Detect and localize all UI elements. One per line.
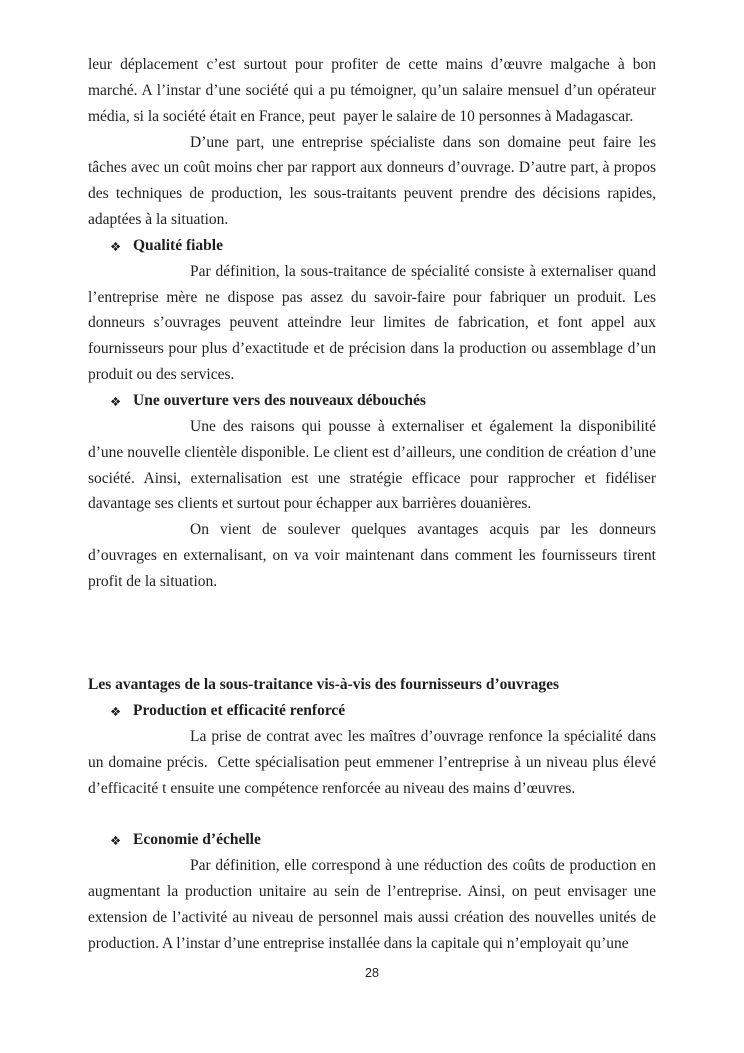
bullet-heading-economie-echelle [88,827,656,853]
vertical-gap-small [88,801,656,827]
section-heading-avantages-fournisseurs: Les avantages de la sous-traitance vis-à-vis des fournisseurs d’ouvrages [88,676,560,694]
paragraph-production-efficacite: La prise de contrat avec les maîtres d’ouvrage renfonce la spécialité dans un domaine précis. Cette spécialisation peut emmener l’entreprise à un niveau plus élevé d’efficacité t ensuite une compétence renforcée au niveau des mains d’œuvres. [88,727,656,797]
page-number: 28 [365,966,379,980]
paragraph-dune-part: D’une part, une entreprise spécialiste dans son domaine peut faire les tâches avec un coût moins cher par rapport aux donneurs d’ouvrage. D’autre part, à propos des techniques de production, les sous-traitants peuvent prendre des décisions rapides, adaptées à la situation. [88,133,656,229]
bullet-heading-label: Production et efficacité renforcé [133,702,346,720]
paragraph-economie-echelle: Par définition, elle correspond à une réduction des coûts de production en augmentant la production unitaire au sein de l’entreprise. Ainsi, on peut envisager une extension de l’activité au niveau de personnel mais aussi création des nouvelles unités de production. A l’instar d’une entreprise installée dans la capitale qui n’employait qu’une [88,857,656,952]
paragraph-labor-cost: leur déplacement c’est surtout pour profiter de cette mains d’œuvre malgache à bon marché. A l’instar d’une société qui a pu témoigner, qu’un salaire mensuel d’un opérateur média, si la société était en France, peut payer le salaire de 10 personnes à Madagascar. [88,56,656,125]
diamond-bullet-icon: ❖ [110,704,122,720]
diamond-bullet-icon: ❖ [110,833,122,849]
page-body [88,52,656,957]
paragraph-ouverture-debouches: Une des raisons qui pousse à externaliser et également la disponibilité d’une nouvelle clientèle disponible. Le client est d’ailleurs, une condition de création d’une société. Ainsi, externalisation est une stratégie efficace pour rapprocher et fidéliser davantage ses clients et surtout pour échapper aux barrières douanières. [88,417,656,513]
bullet-heading-qualite-fiable [88,233,656,259]
bullet-heading-production-efficacite [88,698,656,724]
bullet-heading-label: Qualité fiable [133,236,223,254]
bullet-heading-ouverture-debouches [88,388,656,414]
bullet-heading-label: Une ouverture vers des nouveaux débouchés [133,391,426,409]
diamond-bullet-icon: ❖ [110,393,122,409]
bullet-heading-label: Economie d’échelle [133,831,261,849]
diamond-bullet-icon: ❖ [110,238,122,254]
vertical-gap-large [88,595,656,673]
paragraph-qualite-fiable: Par définition, la sous-traitance de spécialité consiste à externaliser quand l’entreprise mère ne dispose pas assez du savoir-faire pour fabriquer un produit. Les donneurs s’ouvrages peuvent atteindre leur limites de fabrication, et font appel aux fournisseurs pour plus d’exactitude et de précision dans la production ou assemblage d’un produit ou des services. [88,262,656,384]
paragraph-transition: On vient de soulever quelques avantages acquis par les donneurs d’ouvrages en externalisant, on va voir maintenant dans comment les fournisseurs tirent profit de la situation. [88,521,656,590]
